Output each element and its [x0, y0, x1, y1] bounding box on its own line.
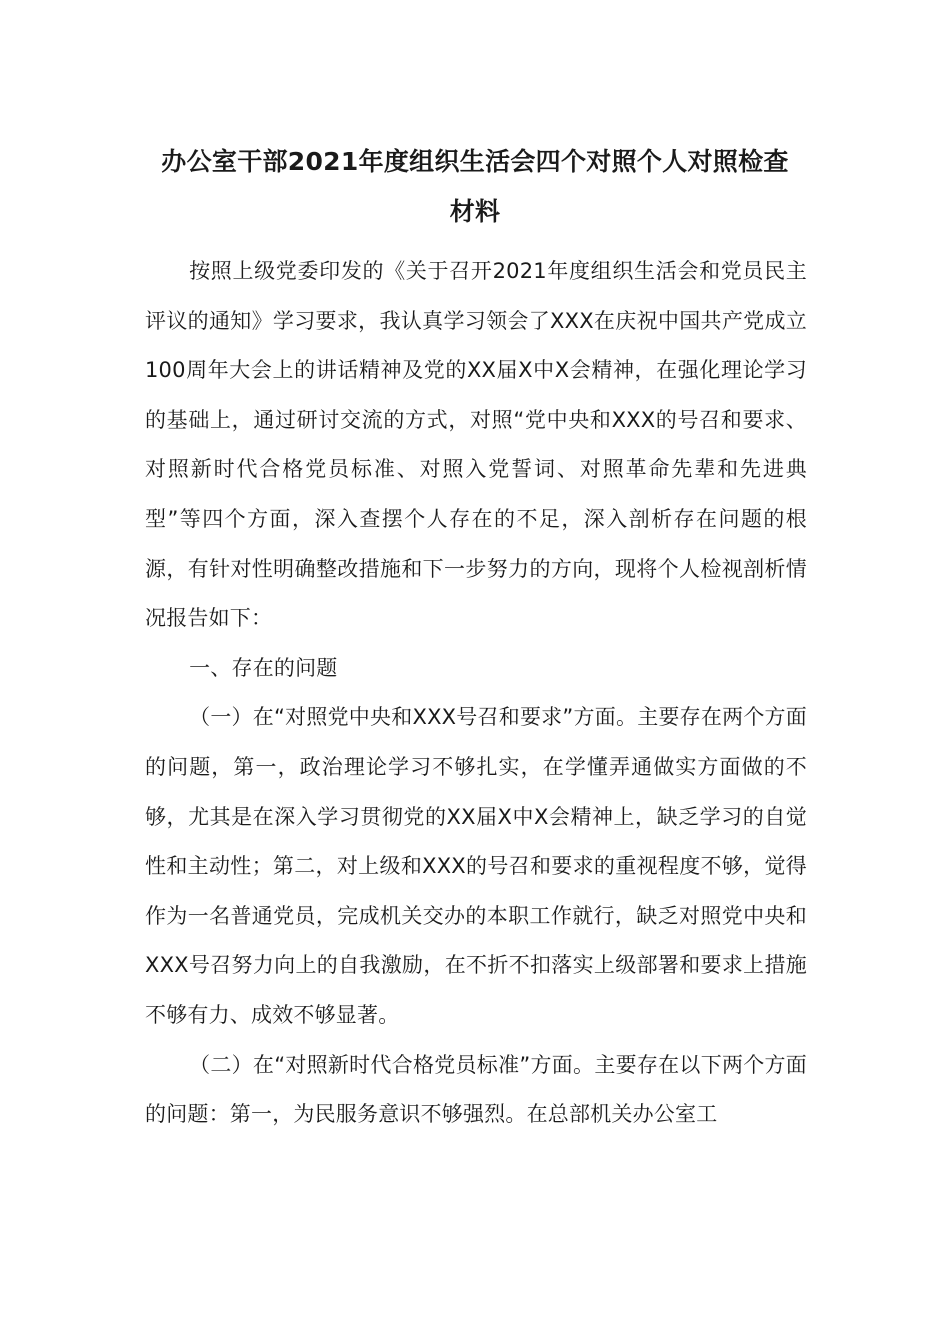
- title-line-2: 材料: [449, 197, 501, 226]
- section-heading: 一、存在的问题: [189, 655, 338, 680]
- paragraph-item-2: （二）在“对照新时代合格党员标准”方面。主要存在以下两个方面的问题：第一，为民服务意识不够强烈。在总部机关办公室工: [145, 1052, 807, 1127]
- paragraph-item-1: （一）在“对照党中央和XXX号召和要求”方面。主要存在两个方面的问题，第一，政治理论学习不够扎实，在学懂弄通做实方面做的不够，尤其是在深入学习贯彻党的XX届X中X会精神上，缺乏学习的自觉性和主动性；第二，对上级和XXX的号召和要求的重视程度不够，觉得作为一名普通党员，完成机关交办的本职工作就行，缺乏对照党中央和XXX号召努力向上的自我激励，在不折不扣落实上级部署和要求上措施不够有力、成效不够显著。: [145, 705, 807, 1027]
- paragraph-intro: 按照上级党委印发的《关于召开2021年度组织生活会和党员民主评议的通知》学习要求，我认真学习领会了XXX在庆祝中国共产党成立100周年大会上的讲话精神及党的XX届X中X会精神，在强化理论学习的基础上，通过研讨交流的方式，对照“党中央和XXX的号召和要求、对照新时代合格党员标准、对照入党誓词、对照革命先辈和先进典型”等四个方面，深入查摆个人存在的不足，深入剖析存在问题的根源，有针对性明确整改措施和下一步努力的方向，现将个人检视剖析情况报告如下：: [145, 259, 807, 631]
- document-title: [145, 137, 805, 237]
- document-body: [145, 247, 807, 1140]
- title-line-1: 办公室干部2021年度组织生活会四个对照个人对照检查: [161, 147, 789, 176]
